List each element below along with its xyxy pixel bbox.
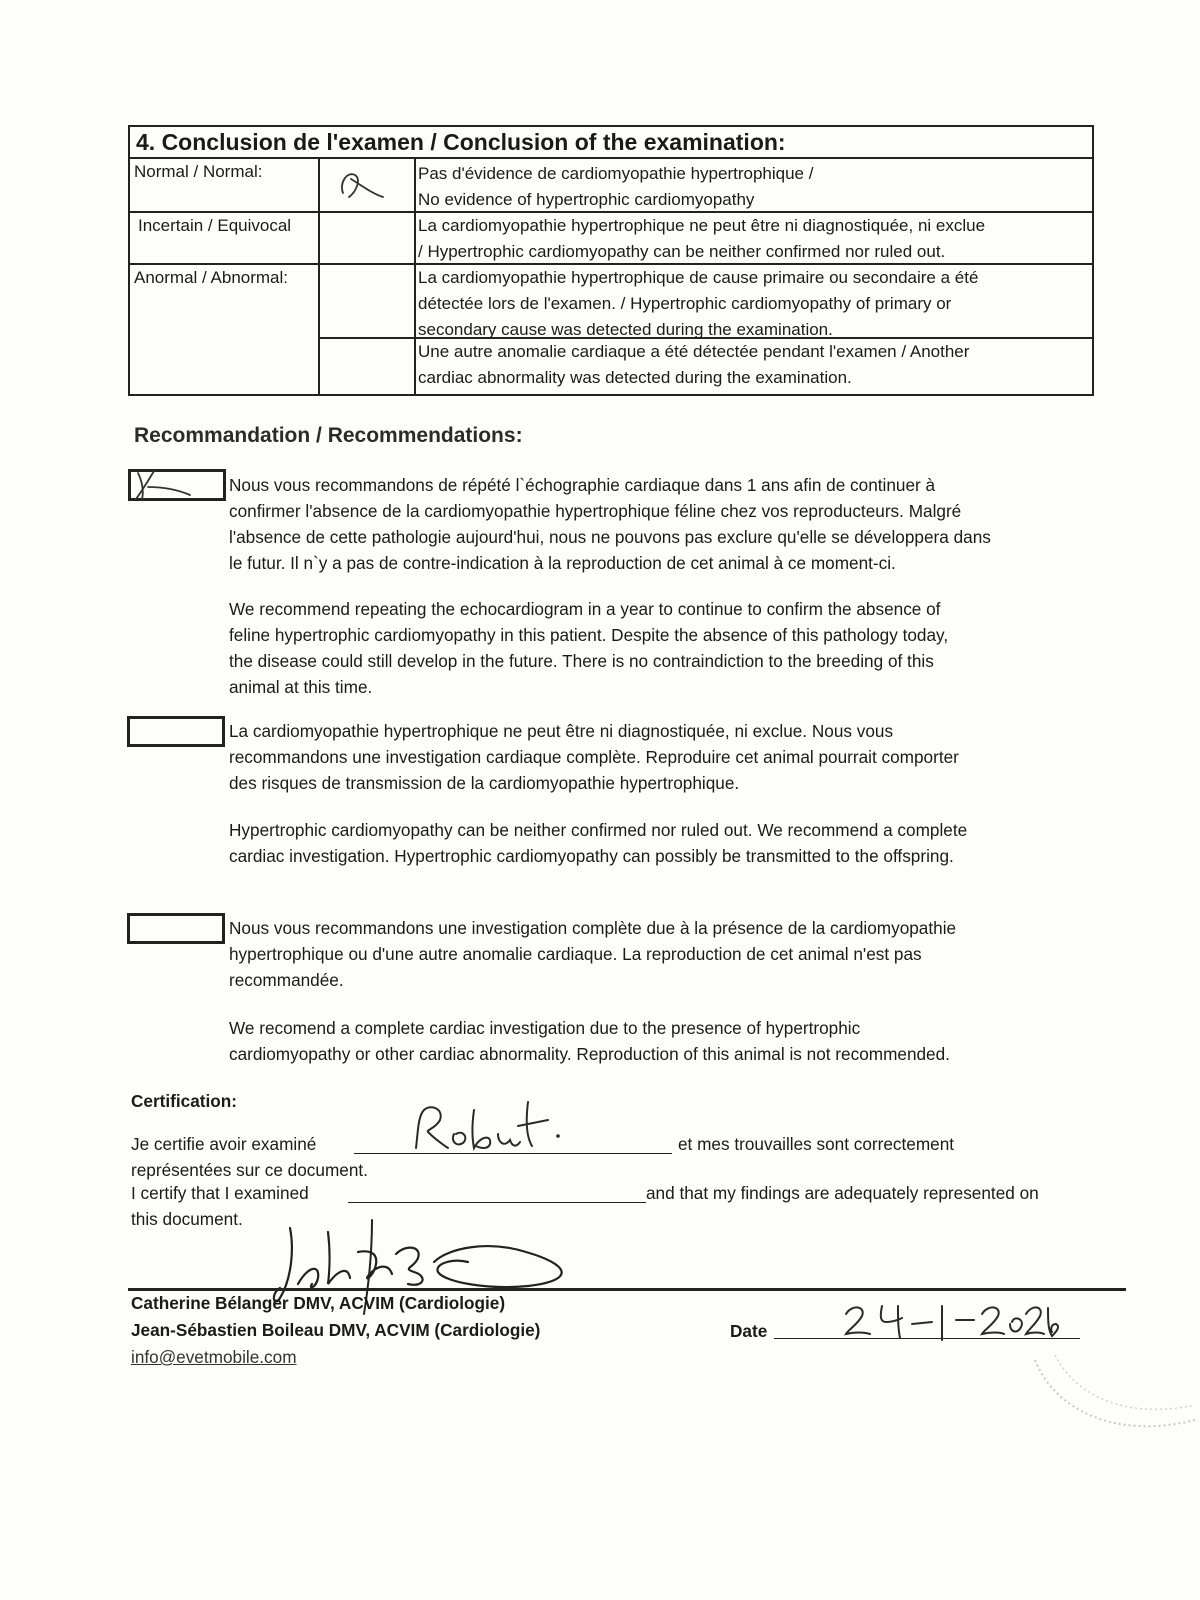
text-line: confirmer l'absence de la cardiomyopathie hypertrophique féline chez vos reproducteurs. Malgré: [229, 501, 962, 521]
conclusion-table: [128, 125, 1094, 396]
text-line: cardiomyopathy or other cardiac abnormality. Reproduction of this animal is not recommended.: [229, 1044, 950, 1064]
desc-line: La cardiomyopathie hypertrophique ne peut être ni diagnostiquée, ni exclue: [418, 216, 986, 235]
recommendation-1-en: [229, 596, 1109, 700]
cert-fr-line2: représentées sur ce document.: [131, 1160, 368, 1180]
cert-en-prefix: I certify that I examined: [131, 1183, 309, 1203]
handwritten-patient-name: [410, 1096, 570, 1156]
text-line: l'absence de cette pathologie aujourd'hui, nous ne pouvons pas exclure qu'elle se développera dans: [229, 527, 991, 547]
desc-line: / Hypertrophic cardiomyopathy can be neither confirmed nor ruled out.: [418, 242, 946, 261]
text-line: recommandons une investigation cardiaque complète. Reproduire cet animal pourrait comporter: [229, 747, 959, 767]
desc-line: cardiac abnormality was detected during the examination.: [418, 368, 852, 387]
desc-line: détectée lors de l'examen. / Hypertrophic cardiomyopathy of primary or: [418, 294, 952, 313]
row-desc-equivocal: [418, 213, 985, 265]
text-line: Nous vous recommandons de répété l`échographie cardiaque dans 1 ans afin de continuer à: [229, 475, 936, 495]
cert-en-suffix: and that my findings are adequately represented on: [646, 1183, 1039, 1203]
text-line: La cardiomyopathie hypertrophique ne peut être ni diagnostiquée, ni exclue. Nous vous: [229, 721, 894, 741]
recommendation-2-fr: [229, 718, 1109, 796]
faint-stamp: [1015, 1350, 1200, 1460]
desc-line: secondary cause was detected during the examination.: [418, 320, 833, 337]
recommendation-3-en: [229, 1015, 1109, 1067]
recommendation-3-fr: [229, 915, 1109, 993]
normal-checkmark: [335, 163, 390, 207]
recommendations-title: Recommandation / Recommendations:: [134, 424, 523, 447]
col-divider: [318, 157, 320, 394]
desc-line: Une autre anomalie cardiaque a été détectée pendant l'examen / Another: [418, 342, 970, 361]
row-label-abnormal: Anormal / Abnormal:: [134, 268, 289, 287]
text-line: Nous vous recommandons une investigation complète due à la présence de la cardiomyopathie: [229, 918, 957, 938]
recommendation-2-en: [229, 817, 1109, 869]
row-desc-abnormal: [418, 265, 978, 337]
text-line: feline hypertrophic cardiomyopathy in this patient. Despite the absence of this pathology today,: [229, 625, 949, 645]
row-divider: [130, 157, 1092, 159]
desc-line: Pas d'évidence de cardiomyopathie hypertrophique /: [418, 164, 814, 183]
recommendation-checkbox-3[interactable]: [127, 913, 225, 944]
text-line: des risques de transmission de la cardiomyopathie hypertrophique.: [229, 773, 740, 793]
text-line: the disease could still develop in the future. There is no contraindiction to the breeding of this: [229, 651, 934, 671]
certification-title: Certification:: [131, 1091, 237, 1111]
row-label-equivocal: Incertain / Equivocal: [138, 216, 292, 235]
desc-line: No evidence of hypertrophic cardiomyopathy: [418, 190, 755, 209]
recommendation-1-checkmark: [128, 465, 198, 503]
desc-line: La cardiomyopathie hypertrophique de cause primaire ou secondaire a été: [418, 268, 979, 287]
text-line: recommandée.: [229, 970, 344, 990]
cert-fr-suffix: et mes trouvailles sont correctement: [678, 1134, 955, 1154]
examined-name-line-en: [348, 1202, 646, 1203]
handwritten-date: [842, 1300, 1062, 1348]
text-line: animal at this time.: [229, 677, 373, 697]
col-divider: [414, 157, 416, 394]
signatory-1: Catherine Bélanger DMV, ACVIM (Cardiologie): [131, 1293, 506, 1313]
text-line: We recomend a complete cardiac investigation due to the presence of hypertrophic: [229, 1018, 861, 1038]
recommendation-checkbox-2[interactable]: [127, 716, 225, 747]
signatory-2: Jean-Sébastien Boileau DMV, ACVIM (Cardiologie): [131, 1320, 541, 1340]
text-line: cardiac investigation. Hypertrophic cardiomyopathy can possibly be transmitted to the offspring.: [229, 846, 954, 866]
date-label: Date: [730, 1321, 768, 1341]
conclusion-title: 4. Conclusion de l'examen / Conclusion of the examination:: [136, 129, 786, 155]
text-line: hypertrophique ou d'une autre anomalie cardiaque. La reproduction de cet animal n'est pas: [229, 944, 922, 964]
contact-email[interactable]: info@evetmobile.com: [131, 1347, 297, 1367]
cert-en-line2: this document.: [131, 1209, 243, 1229]
row-desc-normal: [418, 161, 813, 213]
row-desc-other-abnormality: [418, 339, 969, 391]
cert-fr-prefix: Je certifie avoir examiné: [131, 1134, 317, 1154]
row-label-normal: Normal / Normal:: [134, 162, 263, 181]
text-line: le futur. Il n`y a pas de contre-indication à la reproduction de cet animal à ce moment-ci.: [229, 553, 896, 573]
text-line: Hypertrophic cardiomyopathy can be neither confirmed nor ruled out. We recommend a complete: [229, 820, 968, 840]
recommendation-1-fr: [229, 472, 1109, 576]
text-line: We recommend repeating the echocardiogram in a year to continue to confirm the absence of: [229, 599, 941, 619]
